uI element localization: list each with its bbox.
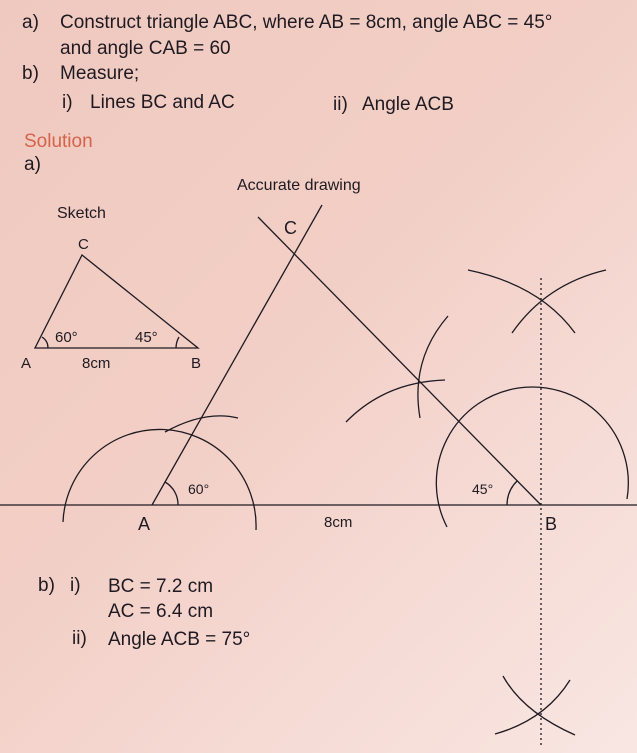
answer-bc: BC = 7.2 cm [108,576,214,597]
sketch-label-b: B [191,355,202,372]
drawing-angle-b: 45° [472,481,494,497]
answer-acb: Angle ACB = 75° [108,629,251,650]
question-a-line1: Construct triangle ABC, where AB = 8cm, angle ABC = 45° [60,12,553,33]
drawing-label-a: A [138,514,151,534]
question-a-line2: and angle CAB = 60 [60,38,231,59]
line-ac [152,205,322,505]
accurate-drawing-title: Accurate drawing [237,177,361,194]
question-ii-label: ii) [333,94,348,115]
answer-ac: AC = 6.4 cm [108,601,214,622]
arc-centered-b [436,387,628,527]
question-i-text: Lines BC and AC [90,92,235,113]
sketch-title: Sketch [57,205,106,222]
arc-45-construction-1 [346,380,445,422]
drawing-angle-a: 60° [188,481,210,497]
angle-a-arc [165,482,178,505]
arc-60-construction [165,416,238,432]
sketch-side: 8cm [82,355,111,372]
sketch-angle-b: 45° [135,329,158,346]
sketch-label-a: A [21,355,32,372]
answer-b-label: b) [38,575,55,596]
sketch-angle-b-arc [176,337,179,348]
arc-45-construction-2 [418,316,448,418]
question-b-text: Measure; [60,63,140,84]
sketch-angle-a: 60° [55,329,78,346]
drawing-label-c: C [284,218,297,238]
question-b-label: b) [22,63,39,84]
drawing-label-b: B [545,514,558,534]
sketch-angle-a-arc [42,337,48,348]
drawing-side: 8cm [324,514,353,531]
angle-b-arc [507,481,517,505]
arc-bottom-bisector-2 [495,680,570,734]
arc-bottom-bisector-1 [503,676,575,735]
arc-top-bisector-1 [468,270,575,333]
sketch-label-c: C [78,236,89,253]
arc-top-bisector-2 [512,270,606,333]
answer-ii-label: ii) [72,628,87,649]
question-ii-text: Angle ACB [362,94,454,115]
solution-part-a-label: a) [24,154,41,175]
arc-centered-a [63,429,256,530]
line-bc [258,217,541,505]
answer-i-label: i) [70,575,81,596]
question-a-label: a) [22,12,39,33]
question-i-label: i) [62,92,73,113]
solution-heading: Solution [24,131,93,152]
